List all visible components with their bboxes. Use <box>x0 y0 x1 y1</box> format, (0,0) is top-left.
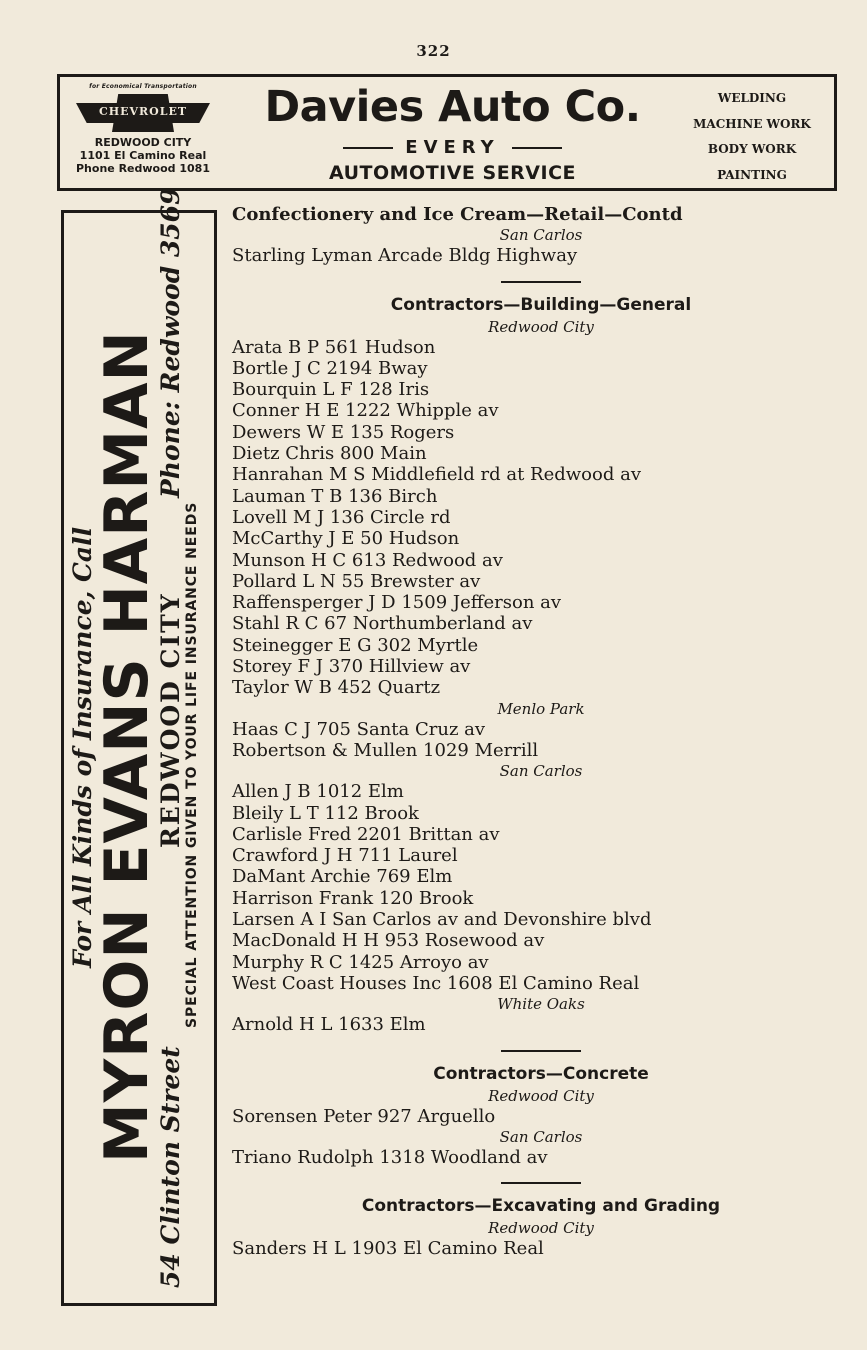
chevrolet-logo-text: CHEVROLET <box>98 105 188 118</box>
list-item: West Coast Houses Inc 1608 El Camino Real <box>232 972 640 994</box>
service-text: AUTOMOTIVE SERVICE <box>328 162 577 184</box>
section-heading: Contractors—Building—General <box>390 294 692 315</box>
list-item: MacDonald H H 953 Rosewood av <box>232 930 545 952</box>
chevrolet-dealer-block <box>68 83 218 175</box>
list-item: Sanders H L 1903 El Camino Real <box>232 1238 544 1260</box>
service-item: MACHINE WORK <box>693 116 811 131</box>
attention-line: SPECIAL ATTENTION GIVEN TO YOUR LIFE INSURANCE NEEDS <box>184 501 200 1028</box>
list-item: Arnold H L 1633 Elm <box>232 1014 426 1036</box>
agent-phone: Phone: Redwood 3569 <box>156 187 185 498</box>
list-item: Carlisle Fred 2201 Brittan av <box>232 823 500 845</box>
page-number: 322 <box>416 42 451 60</box>
city-subheading: San Carlos <box>499 1127 583 1146</box>
list-item: Murphy R C 1425 Arroyo av <box>232 951 489 973</box>
service-item: PAINTING <box>717 167 787 182</box>
list-item: Bleily L T 112 Brook <box>232 802 419 824</box>
city-subheading: Menlo Park <box>497 699 585 718</box>
list-item: Lovell M J 136 Circle rd <box>232 506 451 528</box>
company-block <box>235 77 670 184</box>
every-row <box>235 137 670 158</box>
list-item: Dewers W E 135 Rogers <box>232 421 455 443</box>
agent-street: 54 Clinton Street <box>156 1046 185 1288</box>
list-item: Taylor W B 452 Quartz <box>232 677 441 699</box>
city-subheading: Redwood City <box>488 1086 594 1105</box>
divider-right <box>512 147 562 149</box>
list-item: Crawford J H 711 Laurel <box>232 845 458 867</box>
service-item: WELDING <box>717 91 787 105</box>
list-item: Pollard L N 55 Brewster av <box>232 570 481 592</box>
dealer-phone: Phone Redwood 1081 <box>76 162 210 175</box>
list-item: Stahl R C 67 Northumberland av <box>232 613 533 635</box>
city-subheading: Redwood City <box>488 1219 594 1238</box>
list-item: Lauman T B 136 Birch <box>232 485 438 507</box>
city-subheading: San Carlos <box>499 762 583 781</box>
chevrolet-logo-icon <box>76 94 210 132</box>
list-item: Steinegger E G 302 Myrtle <box>232 634 479 656</box>
davies-auto-advertisement <box>57 74 837 191</box>
company-name: Davies Auto Co. <box>264 82 641 132</box>
list-item: Allen J B 1012 Elm <box>232 781 404 803</box>
agent-city: REDWOOD CITY <box>156 592 185 848</box>
list-item: Bortle J C 2194 Bway <box>232 357 428 379</box>
list-item: Raffensperger J D 1509 Jefferson av <box>232 592 562 614</box>
list-item: Arata B P 561 Hudson <box>232 336 436 358</box>
section-divider <box>501 1050 581 1052</box>
section-divider <box>501 1182 581 1184</box>
list-item: DaMant Archie 769 Elm <box>232 866 453 888</box>
insurance-call-line: For All Kinds of Insurance, Call <box>68 526 97 968</box>
dealer-address: 1101 El Camino Real <box>79 149 207 162</box>
list-item: Larsen A I San Carlos av and Devonshire blvd <box>232 909 652 931</box>
list-item: Robertson & Mullen 1029 Merrill <box>232 739 539 761</box>
list-item: Sorensen Peter 927 Arguello <box>232 1105 496 1127</box>
city-subheading: Redwood City <box>488 317 594 336</box>
list-item: Starling Lyman Arcade Bldg Highway <box>232 245 578 267</box>
list-item: Conner H E 1222 Whipple av <box>232 400 499 422</box>
city-subheading: San Carlos <box>499 226 583 245</box>
rotated-ad-content <box>64 187 214 1298</box>
list-item: Hanrahan M S Middlefield rd at Redwood av <box>232 464 641 486</box>
every-text: EVERY <box>405 137 500 158</box>
dealer-location: REDWOOD CITY <box>94 136 192 149</box>
list-item: Harrison Frank 120 Brook <box>232 887 474 909</box>
list-item: Haas C J 705 Santa Cruz av <box>232 718 486 740</box>
agent-name: MYRON EVANS HARMAN <box>92 330 162 1163</box>
insurance-advertisement <box>61 187 217 1306</box>
city-subheading: White Oaks <box>497 995 585 1014</box>
list-item: Munson H C 613 Redwood av <box>232 549 503 571</box>
section-heading: Contractors—Concrete <box>433 1063 649 1084</box>
services-list <box>682 86 822 188</box>
ad-tagline: for Economical Transportation <box>89 83 197 90</box>
section-heading: Confectionery and Ice Cream—Retail—Contd <box>232 204 683 225</box>
list-item: Storey F J 370 Hillview av <box>232 656 471 678</box>
divider-left <box>343 147 393 149</box>
section-divider <box>501 281 581 283</box>
section-heading: Contractors—Excavating and Grading <box>361 1196 721 1217</box>
directory-listings <box>232 204 832 1259</box>
list-item: McCarthy J E 50 Hudson <box>232 528 460 550</box>
list-item: Triano Rudolph 1318 Woodland av <box>232 1146 548 1168</box>
list-item: Dietz Chris 800 Main <box>232 443 427 465</box>
service-item: BODY WORK <box>707 142 797 156</box>
list-item: Bourquin L F 128 Iris <box>232 379 430 401</box>
